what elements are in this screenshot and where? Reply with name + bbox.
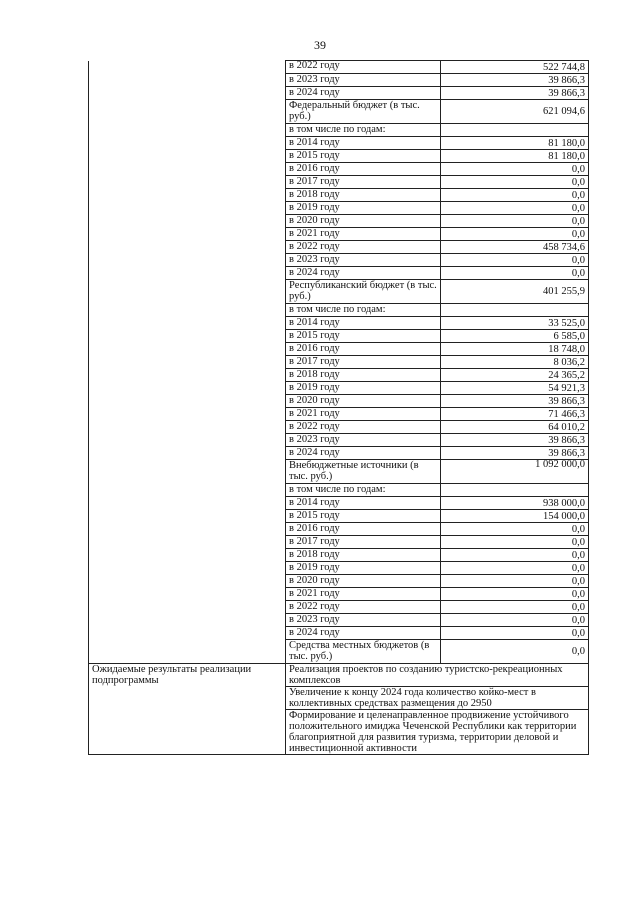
year-label: в 2018 году xyxy=(286,189,441,202)
year-label: в 2021 году xyxy=(286,228,441,241)
year-value: 39 866,3 xyxy=(441,74,589,87)
year-label: в 2022 году xyxy=(286,241,441,254)
year-value: 6 585,0 xyxy=(441,330,589,343)
result-row xyxy=(89,664,589,687)
year-value: 0,0 xyxy=(441,536,589,549)
year-value: 0,0 xyxy=(441,202,589,215)
year-value: 0,0 xyxy=(441,254,589,267)
year-label: в 2015 году xyxy=(286,510,441,523)
left-empty-cell xyxy=(89,61,286,664)
by-years-label: в том числе по годам: xyxy=(286,124,441,137)
year-value: 938 000,0 xyxy=(441,497,589,510)
year-value: 54 921,3 xyxy=(441,382,589,395)
year-value: 0,0 xyxy=(441,523,589,536)
year-label: в 2024 году xyxy=(286,267,441,280)
year-value: 0,0 xyxy=(441,588,589,601)
year-value: 0,0 xyxy=(441,562,589,575)
year-label: в 2018 году xyxy=(286,369,441,382)
financing-table xyxy=(88,60,589,755)
year-label: в 2014 году xyxy=(286,497,441,510)
year-value: 0,0 xyxy=(441,601,589,614)
source-title: Федеральный бюджет (в тыс. руб.) xyxy=(286,100,441,124)
year-value: 0,0 xyxy=(441,549,589,562)
year-value: 458 734,6 xyxy=(441,241,589,254)
year-label: в 2016 году xyxy=(286,523,441,536)
year-label: в 2022 году xyxy=(286,601,441,614)
year-label: в 2023 году xyxy=(286,614,441,627)
year-value: 18 748,0 xyxy=(441,343,589,356)
empty-value xyxy=(441,124,589,137)
by-years-label: в том числе по годам: xyxy=(286,484,441,497)
year-value: 81 180,0 xyxy=(441,137,589,150)
year-label: в 2019 году xyxy=(286,562,441,575)
year-label: в 2017 году xyxy=(286,176,441,189)
year-value: 0,0 xyxy=(441,267,589,280)
year-value: 0,0 xyxy=(441,614,589,627)
year-label: в 2019 году xyxy=(286,382,441,395)
year-label: в 2014 году xyxy=(286,317,441,330)
year-label: в 2024 году xyxy=(286,447,441,460)
year-value: 0,0 xyxy=(441,163,589,176)
year-value: 64 010,2 xyxy=(441,421,589,434)
year-label: в 2017 году xyxy=(286,536,441,549)
year-label: в 2024 году xyxy=(286,627,441,640)
source-total: 1 092 000,0 xyxy=(441,460,589,484)
source-total: 401 255,9 xyxy=(441,280,589,304)
result-item: Реализация проектов по созданию туристско-рекреационных комплексов xyxy=(286,664,589,687)
year-label: в 2021 году xyxy=(286,588,441,601)
year-value: 39 866,3 xyxy=(441,395,589,408)
empty-value xyxy=(441,484,589,497)
year-label: в 2016 году xyxy=(286,163,441,176)
year-value: 0,0 xyxy=(441,215,589,228)
year-label: в 2022 году xyxy=(286,421,441,434)
year-value: 71 466,3 xyxy=(441,408,589,421)
by-years-label: в том числе по годам: xyxy=(286,304,441,317)
year-label: в 2022 году xyxy=(286,61,441,74)
year-label: в 2023 году xyxy=(286,74,441,87)
results-label: Ожидаемые результаты реализации подпрограммы xyxy=(89,664,286,755)
source-total: 0,0 xyxy=(441,640,589,664)
year-label: в 2019 году xyxy=(286,202,441,215)
year-label: в 2014 году xyxy=(286,137,441,150)
source-title: Средства местных бюджетов (в тыс. руб.) xyxy=(286,640,441,664)
year-value: 81 180,0 xyxy=(441,150,589,163)
year-value: 154 000,0 xyxy=(441,510,589,523)
year-label: в 2016 году xyxy=(286,343,441,356)
result-item: Формирование и целенаправленное продвижение устойчивого положительного имиджа Чеченской Республики как территории благоприятной для развития туризма, территории деловой и инвестиционной активности xyxy=(286,710,589,755)
year-value: 522 744,8 xyxy=(441,61,589,74)
year-value: 39 866,3 xyxy=(441,87,589,100)
year-label: в 2017 году xyxy=(286,356,441,369)
year-value: 0,0 xyxy=(441,575,589,588)
year-label: в 2023 году xyxy=(286,254,441,267)
year-label: в 2023 году xyxy=(286,434,441,447)
year-value: 0,0 xyxy=(441,189,589,202)
page-number: 39 xyxy=(314,38,326,52)
source-title: Внебюджетные источники (в тыс. руб.) xyxy=(286,460,441,484)
year-value: 0,0 xyxy=(441,228,589,241)
year-label: в 2015 году xyxy=(286,330,441,343)
year-value: 39 866,3 xyxy=(441,447,589,460)
year-value: 33 525,0 xyxy=(441,317,589,330)
result-item: Увеличение к концу 2024 года количество койко-мест в коллективных средствах размещения до 2950 xyxy=(286,687,589,710)
year-label: в 2020 году xyxy=(286,395,441,408)
year-label: в 2020 году xyxy=(286,215,441,228)
year-label: в 2021 году xyxy=(286,408,441,421)
year-value: 24 365,2 xyxy=(441,369,589,382)
year-label: в 2024 году xyxy=(286,87,441,100)
year-value: 8 036,2 xyxy=(441,356,589,369)
year-label: в 2018 году xyxy=(286,549,441,562)
year-label: в 2020 году xyxy=(286,575,441,588)
year-value: 0,0 xyxy=(441,627,589,640)
year-value: 0,0 xyxy=(441,176,589,189)
empty-value xyxy=(441,304,589,317)
year-value: 39 866,3 xyxy=(441,434,589,447)
source-total: 621 094,6 xyxy=(441,100,589,124)
source-title: Республиканский бюджет (в тыс. руб.) xyxy=(286,280,441,304)
year-label: в 2015 году xyxy=(286,150,441,163)
